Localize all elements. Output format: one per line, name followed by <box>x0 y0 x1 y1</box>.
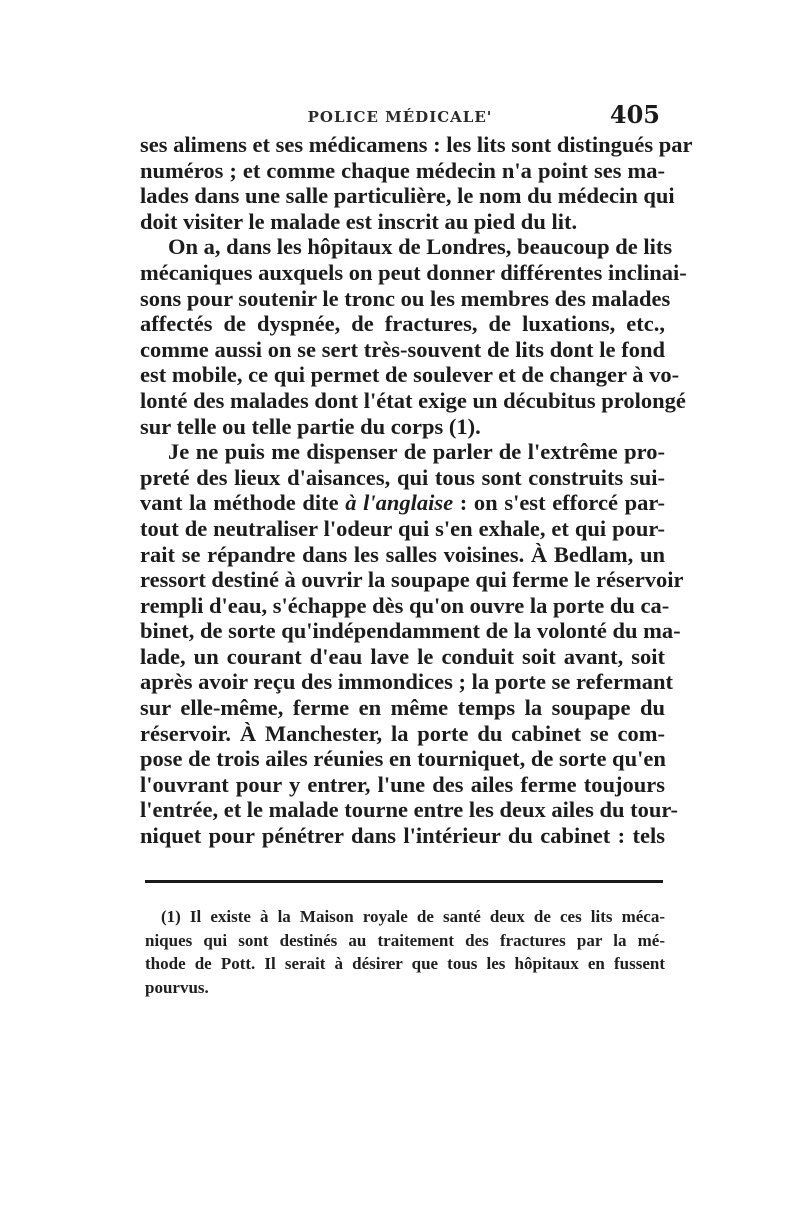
text-line: est mobile, ce qui permet de soulever et de changer à vo- <box>140 362 680 388</box>
text-line: affectés de dyspnée, de fractures, de luxations, etc., <box>140 311 665 337</box>
italic-phrase: à l'anglaise <box>345 490 454 516</box>
text-line: Je ne puis me dispenser de parler de l'extrême pro- <box>168 439 665 465</box>
text-line: l'entrée, et le malade tourne entre les deux ailes du tour- <box>140 797 679 823</box>
text-line: comme aussi on se sert très-souvent de lits dont le fond <box>140 336 665 362</box>
footnote-line: niques qui sont destinés au traitement des fractures par la mé- <box>145 930 665 950</box>
text-line: mécaniques auxquels on peut donner différentes inclinai- <box>140 259 687 285</box>
text-line: rait se répandre dans les salles voisines. À Bedlam, un <box>140 541 665 567</box>
text-line: ressort destiné à ouvrir la soupape qui ferme le réservoir <box>140 567 684 593</box>
text-line: preté des lieux d'aisances, qui tous sont construits sui- <box>140 464 665 490</box>
text-line: l'ouvrant pour y entrer, l'une des ailes ferme toujours <box>140 771 665 797</box>
text-line: lonté des malades dont l'état exige un décubitus prolongé <box>140 387 686 413</box>
running-head: POLICE MÉDICALE' <box>307 108 493 126</box>
footnote-divider <box>145 880 663 883</box>
text-line: sur elle-même, ferme en même temps la soupape du <box>140 695 665 721</box>
text-line: rempli d'eau, s'échappe dès qu'on ouvre la porte du ca- <box>140 592 670 618</box>
text-line: pose de trois ailes réunies en tourniquet, de sorte qu'en <box>140 746 666 772</box>
footnote-line: (1) Il existe à la Maison royale de santé deux de ces lits méca- <box>161 907 665 926</box>
text-line: numéros ; et comme chaque médecin n'a point ses ma- <box>140 157 665 183</box>
page-number: 405 <box>609 100 660 129</box>
footnote-line: thode de Pott. Il serait à désirer que tous les hôpitaux en fussent <box>145 954 665 973</box>
body-text <box>140 132 693 849</box>
text-line: lades dans une salle particulière, le nom du médecin qui <box>140 183 675 209</box>
text-line: niquet pour pénétrer dans l'intérieur du cabinet : tels <box>140 823 665 849</box>
footnote-line: pourvus. <box>145 977 209 997</box>
text-line: On a, dans les hôpitaux de Londres, beaucoup de lits <box>168 234 673 260</box>
page-header <box>140 100 660 134</box>
text-line: réservoir. À Manchester, la porte du cabinet se com- <box>140 720 665 746</box>
text-line: binet, de sorte qu'indépendamment de la volonté du ma- <box>140 618 681 644</box>
text-line: lade, un courant d'eau lave le conduit soit avant, soit <box>140 643 665 669</box>
text-line: après avoir reçu des immondices ; la porte se refermant <box>140 669 674 695</box>
text-line: sur telle ou telle partie du corps (1). <box>140 413 481 439</box>
text-line: sons pour soutenir le tronc ou les membres des malades <box>140 285 671 311</box>
text-line: vant la méthode dite à l'anglaise : on s'est efforcé par- <box>140 490 666 516</box>
text-line: ses alimens et ses médicamens : les lits sont distingués par <box>140 132 693 157</box>
text-line: tout de neutraliser l'odeur qui s'en exhale, et qui pour- <box>140 515 665 541</box>
text-line: doit visiter le malade est inscrit au pied du lit. <box>140 208 578 234</box>
footnote <box>145 905 665 999</box>
